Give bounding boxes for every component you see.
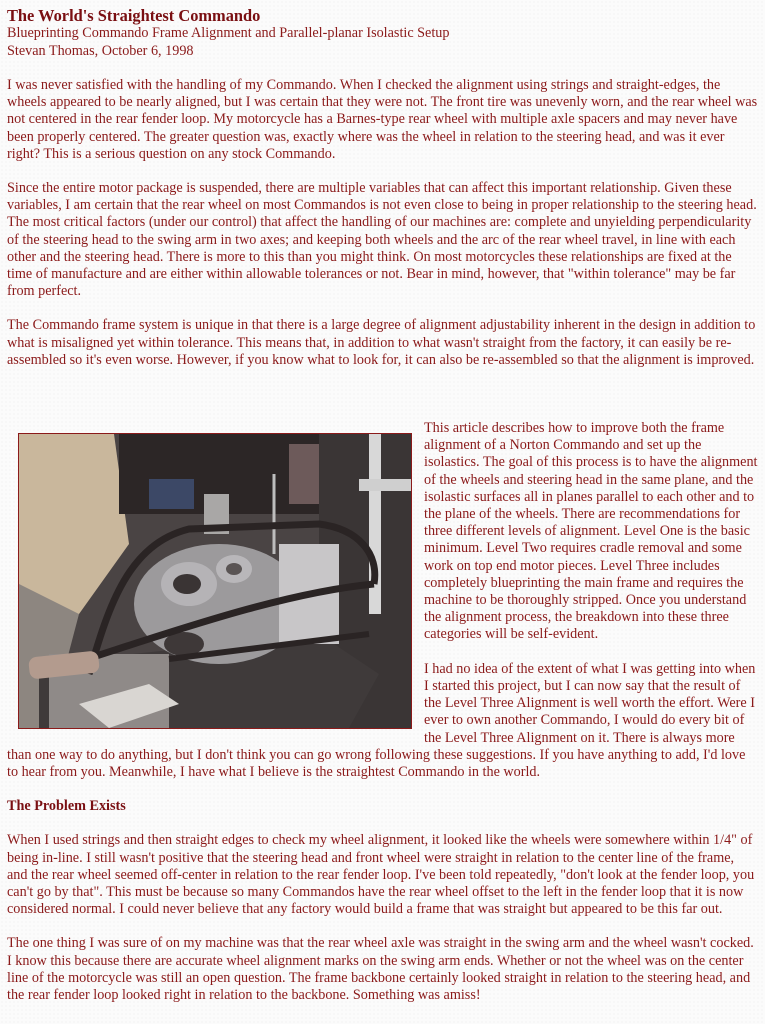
paragraph: I was never satisfied with the handling of my Commando. When I checked the alignment using strings and straight-edges, the wheels appeared to be nearly aligned, but I was certain that they were not. The front tire was unevenly worn, and the rear wheel was not centered in the rear fender loop. My motorcycle has a Barnes-type rear wheel with multiple axle spacers and may never have been properly centered. The greater question was, exactly where was the wheel in relation to the steering head, and was it ever right? This is a serious question on any stock Commando. [7, 77, 758, 162]
spacer [7, 60, 758, 77]
article-title: The World's Straightest Commando [7, 6, 261, 25]
article-byline: Stevan Thomas, October 6, 1998 [7, 42, 194, 59]
section-heading: The Problem Exists [7, 798, 126, 815]
engine-photo [18, 433, 412, 729]
engine-photo-image [19, 434, 411, 728]
paragraph: Since the entire motor package is suspended, there are multiple variables that can affect this important relationship. Given these variables, I am certain that the rear wheel on most Commandos is not even close to being in proper relationship to the steering head. The most critical factors (under our control) that affect the handling of our machines are: complete and unyielding perpendicularity of the steering head to the swing arm in two axes; and keeping both wheels and the arc of the rear wheel travel, in line with each other and the steering head. There is more to this than you might think. On most motorcycles these relationships are fixed at the time of manufacture and are either within allowable tolerances or not. Bear in mind, however, that "within tolerance" may be far from perfect. [7, 180, 757, 300]
paragraph: This article describes how to improve both the frame alignment of a Norton Commando and set up the isolastics. The goal of this process is to have the alignment of the wheels and steering head in the same plane, and the isolastic surfaces all in planes parallel to each other and to the plane of the wheels. There are recommendations for three different levels of alignment. Level One is the basic minimum. Level Two requires cradle removal and some work on top end motor pieces. Level Three includes completely blueprinting the main frame and requires the machine to be thoroughly stripped. Once you understand the alignment process, the breakdown into these three categories will be self-evident. [424, 420, 758, 643]
paragraph: The Commando frame system is unique in that there is a large degree of alignment adjustability inherent in the design in addition to what is misaligned yet within tolerance. This means that, in addition to what wasn't straight from the factory, it can easily be re-assembled so it's even worse. However, if you know what to look for, it can also be re-assembled so that the alignment is improved. [7, 317, 756, 368]
paragraph: The one thing I was sure of on my machine was that the rear wheel axle was straight in the swing arm and the wheel wasn't cocked. I know this because there are accurate wheel alignment marks on the swing arm ends. Whether or not the wheel was on the center line of the motorcycle was still an open question. The frame backbone certainly looked straight in relation to the steering head, and the rear fender loop looked right in relation to the backbone. Something was amiss! [7, 935, 754, 1003]
spacer [7, 386, 758, 420]
article-subtitle: Blueprinting Commando Frame Alignment and Parallel-planar Isolastic Setup [7, 25, 450, 41]
paragraph: When I used strings and then straight edges to check my wheel alignment, it looked like the wheels were somewhere within 1/4" of being in-line. I still wasn't positive that the steering head and front wheel were straight in relation to the center line of the frame, and the rear wheel seemed off-center in relation to the rear fender loop. I've been told repeatedly, "don't look at the fender loop, you can't go by that". This must be because so many Commandos have the rear wheel offset to the left in the fender loop that it is now considered normal. I could never believe that any factory would build a frame that was straight but appeared to be this far out. [7, 832, 755, 918]
paragraph: I had no idea of the extent of what I was getting into when I started this project, but I can now say that the result of the Level Three Alignment is well worth the effort. Were I ever to own another Commando, I would do every bit of the Level Three Alignment on it. There is always more than one way to do anything, but I don't think you can go wrong following these suggestions. If you have anything to add, I'd love to hear from you. Meanwhile, I have what I believe is the straightest Commando in the world. [7, 660, 756, 780]
